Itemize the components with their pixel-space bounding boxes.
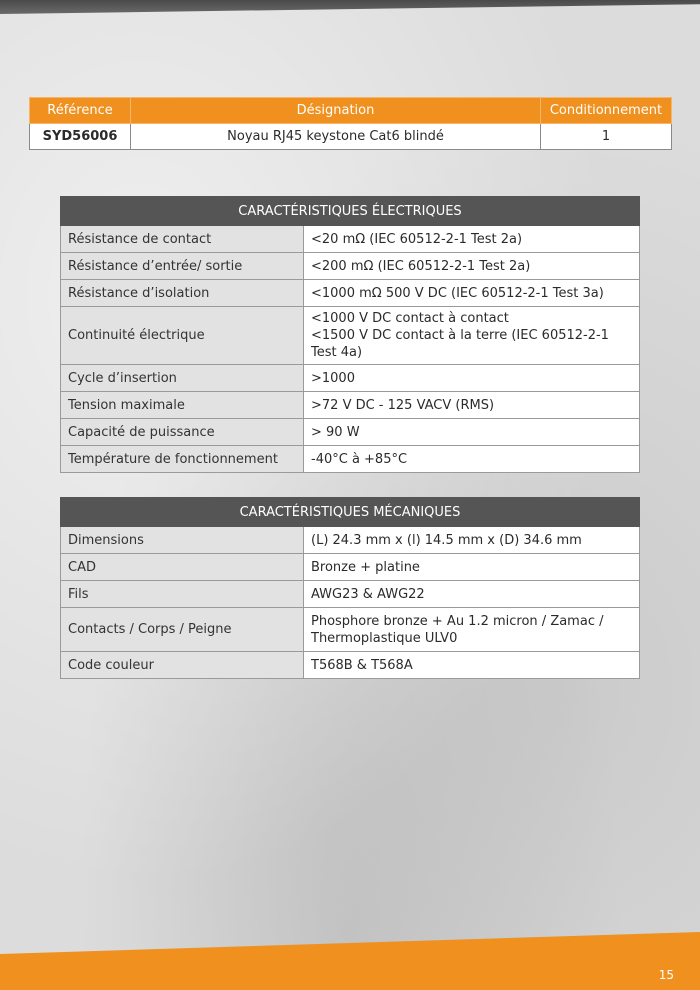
spec-label: Tension maximale — [61, 392, 304, 419]
spec-value: >72 V DC - 125 VACV (RMS) — [304, 392, 640, 419]
table-row — [61, 527, 640, 554]
spec-value-line: Thermoplastique ULV0 — [311, 630, 458, 646]
spec-label: Contacts / Corps / Peigne — [61, 608, 304, 652]
spec-value: > 90 W — [304, 419, 640, 446]
table-row — [61, 652, 640, 679]
spec-value-line: Phosphore bronze + Au 1.2 micron / Zamac / — [311, 613, 604, 629]
spec-label: Résistance de contact — [61, 226, 304, 253]
header-conditionnement: Conditionnement — [541, 98, 672, 124]
spec-value: Bronze + platine — [304, 554, 640, 581]
table-row — [61, 280, 640, 307]
footer-band — [0, 932, 700, 990]
spec-value-line: <1000 V DC contact à contact — [311, 311, 509, 326]
cell-designation: Noyau RJ45 keystone Cat6 blindé — [131, 124, 541, 150]
spec-label: Continuité électrique — [61, 307, 304, 365]
spec-value — [304, 608, 640, 652]
spec-label: Fils — [61, 581, 304, 608]
spec-label: Code couleur — [61, 652, 304, 679]
table-row — [61, 253, 640, 280]
spec-label: Température de fonctionnement — [61, 446, 304, 473]
spec-value: -40°C à +85°C — [304, 446, 640, 473]
cell-reference: SYD56006 — [30, 124, 131, 150]
table-row — [61, 419, 640, 446]
spec-value-line: <1500 V DC contact à la terre (IEC 60512-2-1 Test 4a) — [311, 328, 609, 360]
spec-label: Dimensions — [61, 527, 304, 554]
table-row — [61, 554, 640, 581]
electrical-specs-title: CARACTÉRISTIQUES ÉLECTRIQUES — [61, 197, 640, 226]
spec-value: <1000 mΩ 500 V DC (IEC 60512-2-1 Test 3a) — [304, 280, 640, 307]
table-row — [61, 581, 640, 608]
spec-label: CAD — [61, 554, 304, 581]
table-row — [61, 365, 640, 392]
reference-table-header — [30, 98, 672, 124]
electrical-specs-table — [60, 196, 640, 473]
mechanical-specs-title: CARACTÉRISTIQUES MÉCANIQUES — [61, 498, 640, 527]
spec-value: <20 mΩ (IEC 60512-2-1 Test 2a) — [304, 226, 640, 253]
spec-label: Capacité de puissance — [61, 419, 304, 446]
table-row — [61, 608, 640, 652]
header-reference: Référence — [30, 98, 131, 124]
header-designation: Désignation — [131, 98, 541, 124]
mechanical-specs-table — [60, 497, 640, 679]
top-decorative-band — [0, 0, 700, 14]
spec-value: <200 mΩ (IEC 60512-2-1 Test 2a) — [304, 253, 640, 280]
spec-label: Cycle d’insertion — [61, 365, 304, 392]
spec-label: Résistance d’entrée/ sortie — [61, 253, 304, 280]
table-row — [61, 307, 640, 365]
table-row — [61, 392, 640, 419]
table-row — [61, 226, 640, 253]
spec-label: Résistance d’isolation — [61, 280, 304, 307]
spec-value — [304, 307, 640, 365]
page-number: 15 — [658, 968, 674, 982]
table-row — [30, 124, 672, 150]
spec-value: (L) 24.3 mm x (l) 14.5 mm x (D) 34.6 mm — [304, 527, 640, 554]
table-row — [61, 446, 640, 473]
reference-table — [29, 97, 672, 150]
spec-value: >1000 — [304, 365, 640, 392]
spec-value: AWG23 & AWG22 — [304, 581, 640, 608]
cell-conditionnement: 1 — [541, 124, 672, 150]
spec-value: T568B & T568A — [304, 652, 640, 679]
